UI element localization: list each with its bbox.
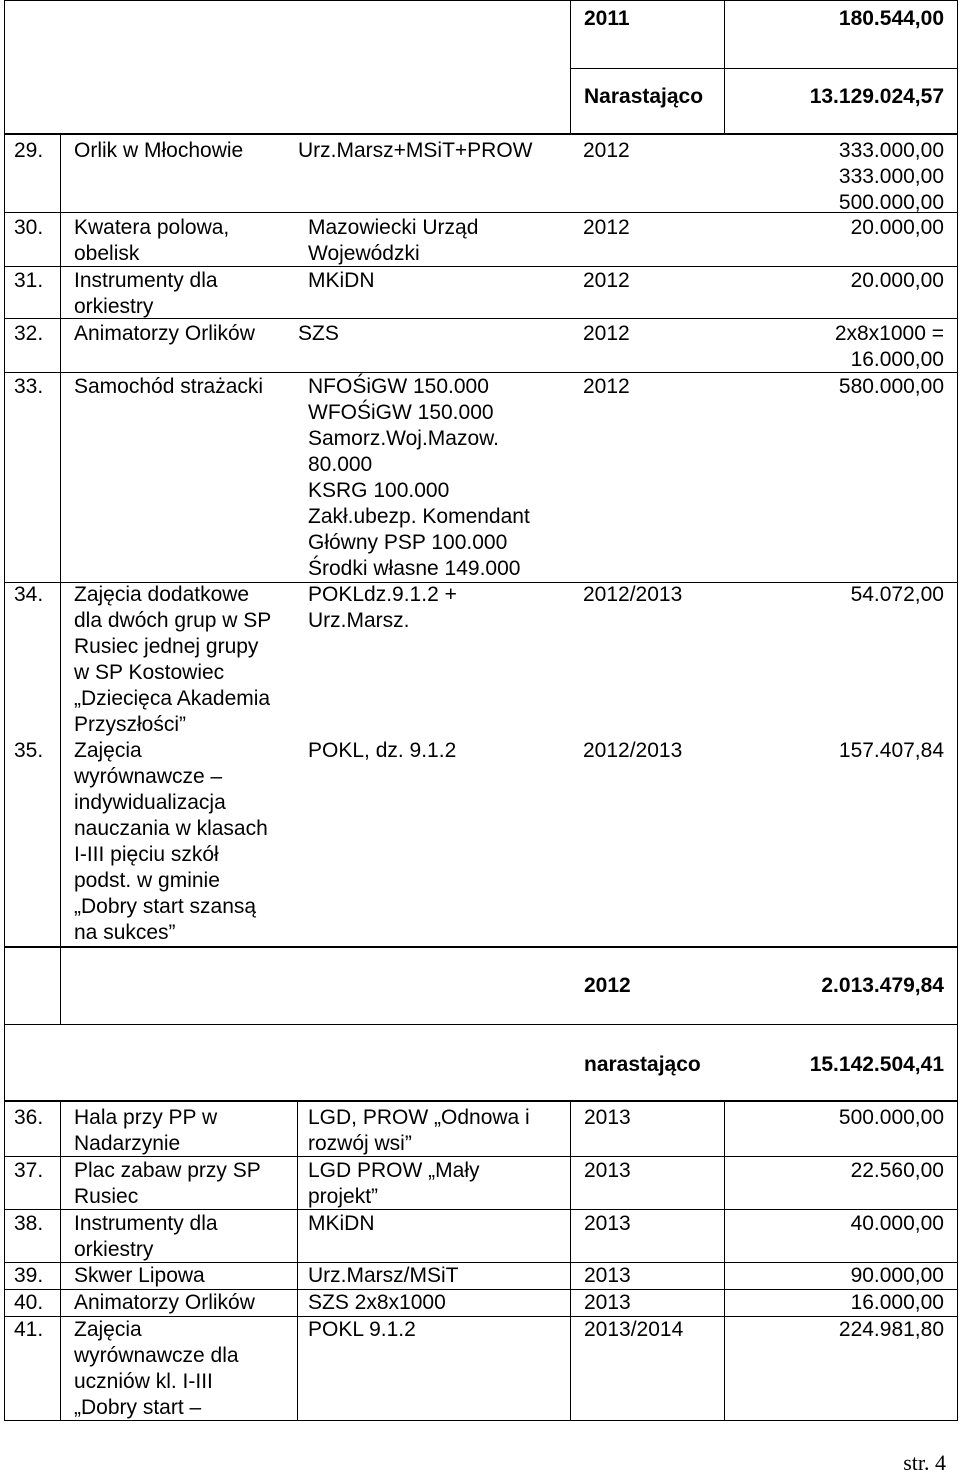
divider (4, 1156, 958, 1157)
divider (4, 1209, 958, 1210)
cumulative-label: narastająco (584, 1053, 701, 1076)
row-number: 38. (14, 1212, 44, 1235)
project-amount: 22.560,00 (850, 1159, 944, 1182)
funding-source: LGD PROW „Mały projekt” (308, 1159, 480, 1208)
project-name: Instrumenty dla orkiestry (74, 269, 218, 318)
project-amount: 90.000,00 (850, 1264, 944, 1287)
divider (570, 0, 571, 134)
funding-source: POKL, dz. 9.1.2 (308, 739, 457, 762)
project-name: Plac zabaw przy SP Rusiec (74, 1159, 261, 1208)
funding-source: SZS (298, 322, 339, 345)
project-name: Zajęcia wyrównawcze – indywidualizacja nauczania w klasach I-III pięciu szkół podst. w gminie „Dobry start szansą na sukces” (74, 739, 268, 944)
project-amount: 20.000,00 (850, 269, 944, 292)
row-number: 41. (14, 1318, 44, 1341)
cumulative-label: Narastająco (584, 85, 704, 108)
summary-year: 2011 (584, 7, 630, 30)
project-amount: 2x8x1000 = 16.000,00 (834, 322, 944, 371)
project-year: 2013 (584, 1159, 631, 1182)
project-amount: 16.000,00 (850, 1291, 944, 1314)
row-number: 30. (14, 216, 44, 239)
project-amount: 580.000,00 (838, 375, 944, 398)
funding-source: NFOŚiGW 150.000 WFOŚiGW 150.000 Samorz.Woj.Mazow. 80.000 KSRG 100.000 Zakł.ubezp. Komendant Główny PSP 100.000 Środki własne 149.000 (308, 375, 530, 580)
project-name: Zajęcia dodatkowe dla dwóch grup w SP Rusiec jednej grupy w SP Kostowiec „Dziecięca Akademia Przyszłości” (74, 583, 272, 736)
project-name: Animatorzy Orlików (74, 322, 255, 345)
row-number: 36. (14, 1106, 44, 1129)
project-year: 2012 (583, 375, 630, 398)
project-amount: 20.000,00 (850, 216, 944, 239)
divider (60, 134, 61, 947)
project-year: 2013 (584, 1291, 631, 1314)
project-amount: 500.000,00 (838, 1106, 944, 1129)
funding-source: POKL 9.1.2 (308, 1318, 416, 1341)
row-number: 33. (14, 375, 44, 398)
summary-amount: 2.013.479,84 (821, 974, 944, 997)
divider (570, 68, 958, 69)
divider (297, 1101, 298, 1421)
row-number: 35. (14, 739, 44, 762)
page-number: str. 4 (903, 1450, 946, 1475)
funding-source: SZS 2x8x1000 (308, 1291, 446, 1314)
funding-source: POKLdz.9.1.2 + Urz.Marsz. (308, 583, 457, 632)
row-number: 37. (14, 1159, 44, 1182)
project-year: 2012 (583, 139, 630, 162)
divider (724, 0, 725, 134)
funding-source: Urz.Marsz/MSiT (308, 1264, 459, 1287)
project-year: 2012/2013 (583, 739, 683, 762)
project-amount: 157.407,84 (838, 739, 944, 762)
project-name: Instrumenty dla orkiestry (74, 1212, 218, 1261)
divider (4, 372, 958, 373)
project-year: 2013 (584, 1264, 631, 1287)
divider (4, 266, 958, 267)
funding-source: LGD, PROW „Odnowa i rozwój wsi” (308, 1106, 530, 1155)
cumulative-amount: 13.129.024,57 (809, 85, 944, 108)
project-name: Kwatera polowa, obelisk (74, 216, 230, 265)
project-amount: 40.000,00 (850, 1212, 944, 1235)
row-number: 32. (14, 322, 44, 345)
row-number: 31. (14, 269, 44, 292)
project-year: 2013/2014 (584, 1318, 684, 1341)
funding-source: Mazowiecki Urząd Wojewódzki (308, 216, 479, 265)
divider (4, 318, 958, 319)
project-year: 2012 (583, 322, 630, 345)
row-number: 29. (14, 139, 44, 162)
divider (60, 947, 61, 1025)
project-year: 2013 (584, 1212, 631, 1235)
project-year: 2012 (583, 269, 630, 292)
divider (4, 1024, 958, 1025)
funding-source: MKiDN (308, 1212, 375, 1235)
cumulative-amount: 15.142.504,41 (809, 1053, 944, 1076)
project-name: Hala przy PP w Nadarzynie (74, 1106, 218, 1155)
funding-source: Urz.Marsz+MSiT+PROW (298, 139, 533, 162)
summary-amount: 180.544,00 (838, 7, 944, 30)
summary-year: 2012 (584, 974, 631, 997)
divider (60, 1101, 61, 1421)
project-name: Skwer Lipowa (74, 1264, 205, 1287)
row-number: 34. (14, 583, 44, 606)
project-year: 2012 (583, 216, 630, 239)
project-year: 2013 (584, 1106, 631, 1129)
divider (724, 1101, 725, 1421)
divider (570, 1101, 571, 1421)
project-year: 2012/2013 (583, 583, 683, 606)
row-number: 40. (14, 1291, 44, 1314)
project-name: Zajęcia wyrównawcze dla uczniów kl. I-III „Dobry start – (74, 1318, 239, 1419)
row-number: 39. (14, 1264, 44, 1287)
project-name: Samochód strażacki (74, 375, 264, 398)
project-name: Orlik w Młochowie (74, 139, 244, 162)
project-amount: 224.981,80 (838, 1318, 944, 1341)
project-amount: 54.072,00 (850, 583, 944, 606)
divider (4, 212, 958, 213)
project-amount: 333.000,00 333.000,00 500.000,00 (838, 139, 944, 214)
project-name: Animatorzy Orlików (74, 1291, 255, 1314)
funding-source: MKiDN (308, 269, 375, 292)
